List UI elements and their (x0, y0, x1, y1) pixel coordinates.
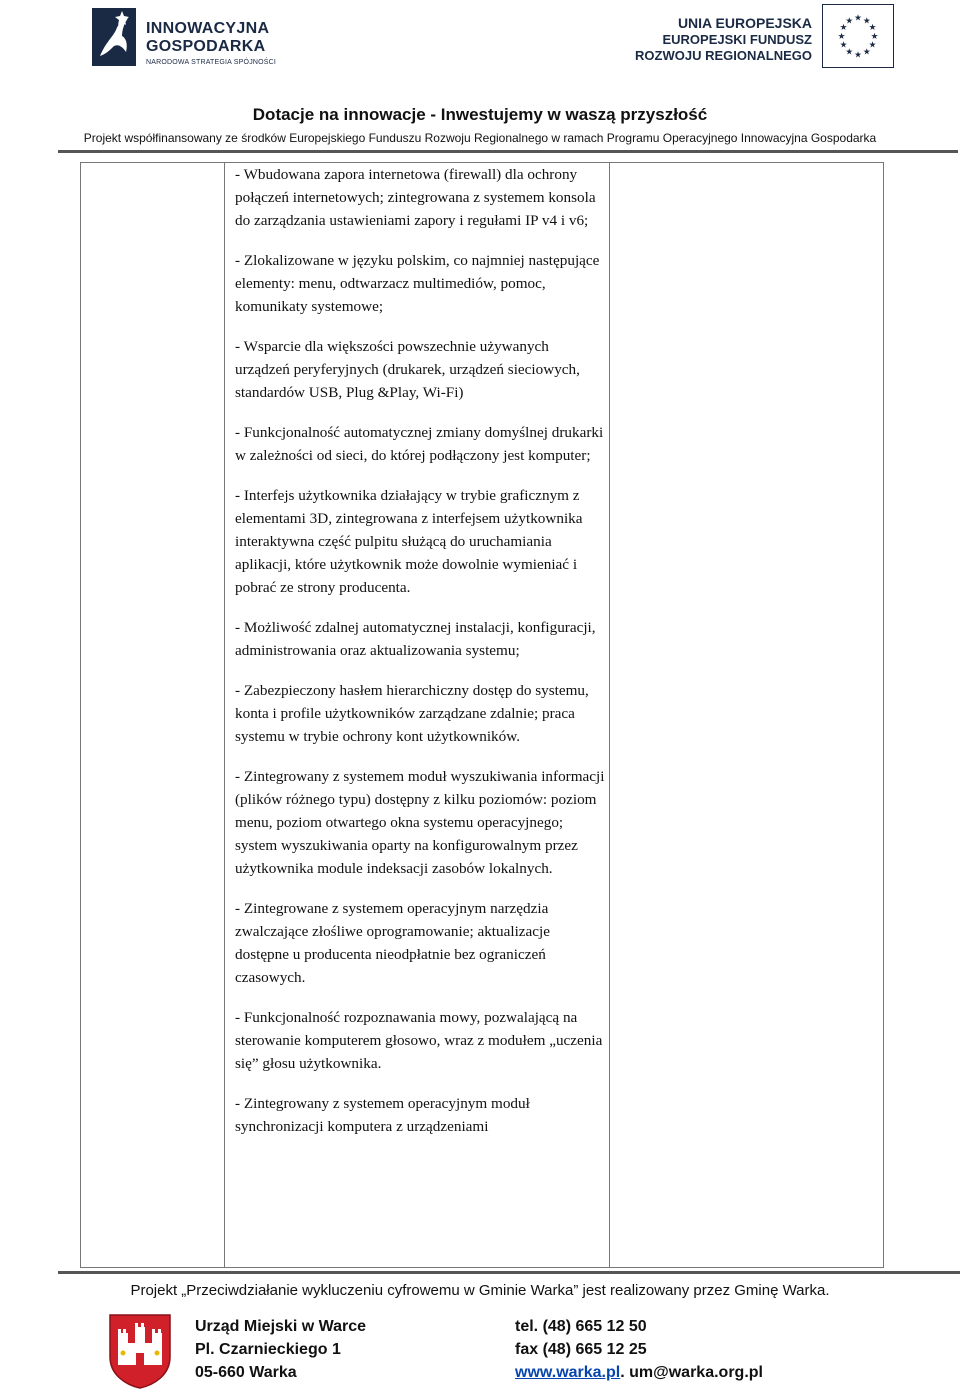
spec-paragraph: - Zintegrowany z systemem operacyjnym moduł synchronizacji komputera z urządzeniami (235, 1095, 530, 1135)
page-subtitle: Projekt współfinansowany ze środków Europejskiego Funduszu Rozwoju Regionalnego w ramach Programu Operacyjnego Innowacyjna Gospodarka (83, 131, 877, 145)
warka-coat-of-arms-icon (108, 1313, 172, 1389)
spec-paragraph: - Interfejs użytkownika działający w trybie graficznym z elementami 3D, zintegrowana z interfejsem użytkownika interaktywna część pulpitu służącą do uruchamiania aplikacji, które użytkownik może dowolnie wymieniać i pobrać ze strony producenta. (235, 487, 583, 596)
spec-paragraph: - Zabezpieczony hasłem hierarchiczny dostęp do systemu, konta i profile użytkowników zarządzane zdalnie; praca systemu w trybie ochrony kont użytkowników. (235, 682, 589, 745)
svg-text:★: ★ (839, 23, 848, 34)
spec-paragraph: - Funkcjonalność rozpoznawania mowy, pozwalającą na sterowanie komputerem głosowo, wraz z modułem „uczenia się” głosu użytkownika. (235, 1009, 603, 1072)
svg-text:★: ★ (868, 40, 877, 51)
ig-emblem-icon (92, 8, 136, 66)
ig-logo-line1: INNOWACYJNA (146, 20, 270, 37)
eu-logo-line2: EUROPEJSKI FUNDUSZ (662, 32, 812, 47)
page-title: Dotacje na innowacje - Inwestujemy w waszą przyszłość (252, 105, 708, 124)
header-divider (58, 150, 958, 153)
spec-paragraph: - Możliwość zdalnej automatycznej instalacji, konfiguracji, administrowania oraz aktualizowania systemu; (235, 619, 596, 659)
footer-divider (58, 1271, 960, 1274)
footer-project-note: Projekt „Przeciwdziałanie wykluczeniu cyfrowemu w Gminie Warka” jest realizowany przez Gminę Warka. (130, 1282, 830, 1299)
svg-text:★: ★ (868, 23, 877, 34)
svg-text:★: ★ (837, 31, 846, 42)
eu-logo (624, 4, 894, 70)
spec-paragraph: - Funkcjonalność automatycznej zmiany domyślnej drukarki w zależności od sieci, do której podłączony jest komputer; (235, 424, 604, 464)
footer-contact-line (515, 1364, 763, 1382)
footer-street: Pl. Czarnieckiego 1 (195, 1341, 341, 1358)
svg-text:★: ★ (839, 40, 848, 51)
footer-email[interactable]: um@warka.org.pl (629, 1364, 763, 1381)
footer-phone: tel. (48) 665 12 50 (515, 1318, 647, 1335)
spec-description (235, 163, 605, 1155)
spec-paragraph: - Zintegrowane z systemem operacyjnym narzędzia zwalczające złośliwe oprogramowanie; aktualizacje dostępne u producenta nieodpłatnie bez ograniczeń czasowych. (235, 900, 550, 986)
innowacyjna-gospodarka-logo (92, 8, 292, 68)
svg-text:★: ★ (862, 16, 871, 27)
eu-logo-line1: UNIA EUROPEJSKA (677, 15, 812, 31)
ig-logo-line2: GOSPODARKA (146, 38, 266, 55)
table-cell-right (609, 162, 884, 1268)
spec-paragraph: - Wbudowana zapora internetowa (firewall) dla ochrony połączeń internetowych; zintegrowana z systemem konsola do zarządzania ustawieniami zapory i regułami IP v4 i v6; (235, 166, 596, 229)
eu-logo-line3: ROZWOJU REGIONALNEGO (635, 48, 812, 63)
svg-text:★: ★ (845, 16, 854, 27)
spec-paragraph: - Zintegrowany z systemem moduł wyszukiwania informacji (plików różnego typu) dostępny z kilku poziomów: poziom menu, poziom otwartego okna systemu operacyjnego; system wyszukiwania oparty na konfigurowalnym przez użytkownika module indeksacji zasobów lokalnych. (235, 768, 605, 877)
footer-fax: fax (48) 665 12 25 (515, 1341, 647, 1358)
svg-text:★: ★ (870, 31, 879, 42)
footer-separator: . (620, 1364, 625, 1381)
svg-text:★: ★ (854, 13, 862, 24)
footer-website-link[interactable]: www.warka.pl (515, 1364, 621, 1381)
table-cell-left (80, 162, 225, 1268)
svg-text:★: ★ (862, 47, 871, 58)
spec-paragraph: - Zlokalizowane w języku polskim, co najmniej następujące elementy: menu, odtwarzacz multimediów, pomoc, komunikaty systemowe; (235, 252, 600, 315)
footer-city: 05-660 Warka (195, 1364, 297, 1381)
spec-paragraph: - Wsparcie dla większości powszechnie używanych urządzeń peryferyjnych (drukarek, urządzeń sieciowych, standardów USB, Plug &Play, Wi-Fi) (235, 338, 580, 401)
svg-text:★: ★ (845, 47, 854, 58)
ig-logo-line3: NARODOWA STRATEGIA SPÓJNOŚCI (146, 59, 277, 66)
svg-text:★: ★ (854, 50, 862, 61)
footer-office-name: Urząd Miejski w Warce (195, 1318, 367, 1335)
eu-flag-icon (822, 4, 894, 68)
